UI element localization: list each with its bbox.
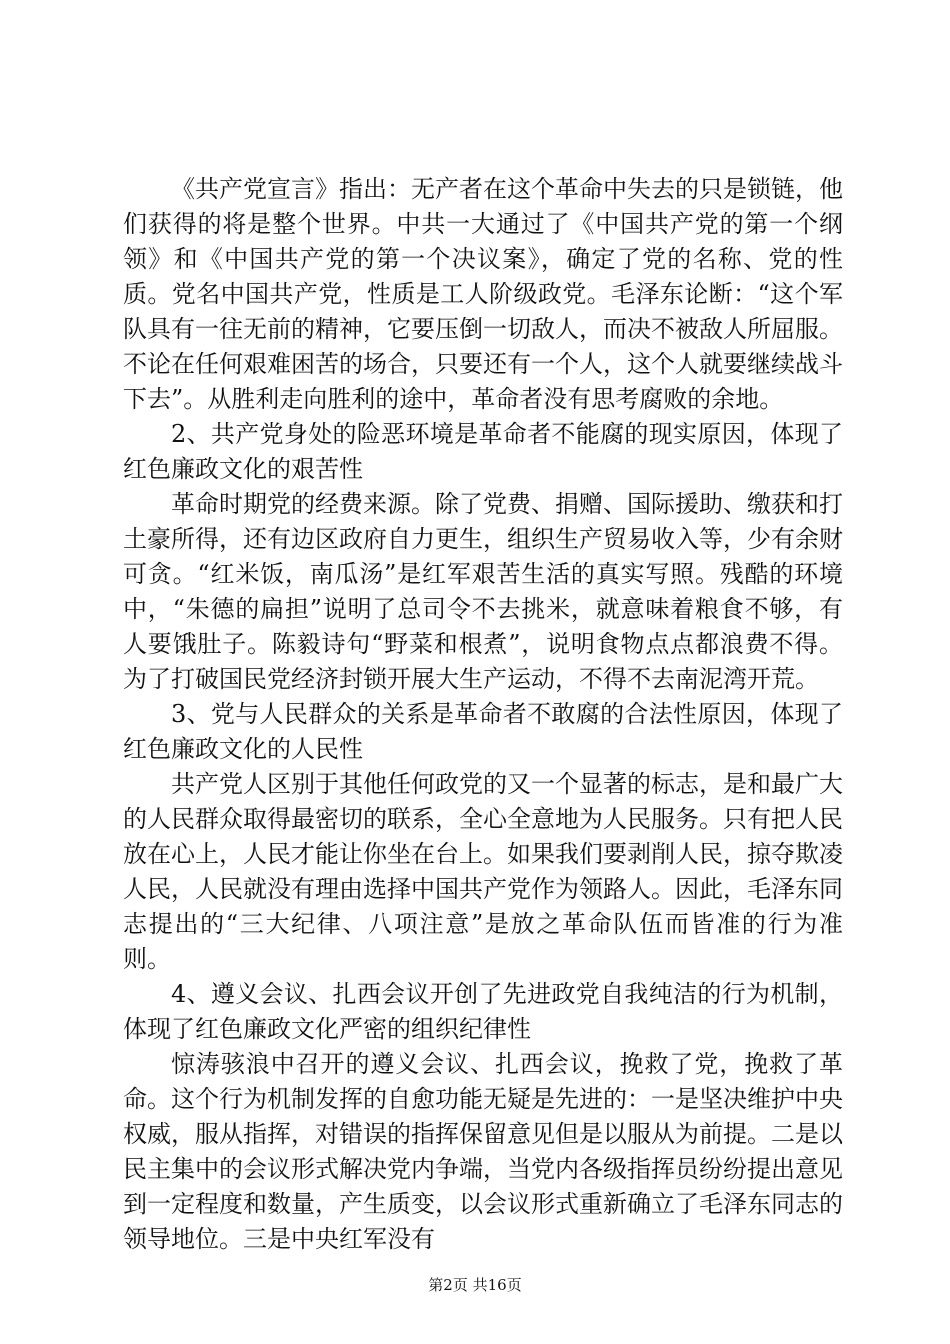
page-footer: 第2页 共16页 (428, 1276, 522, 1294)
section-heading-3: 3、党与人民群众的关系是革命者不敢腐的合法性原因，体现了红色廉政文化的人民性 (123, 700, 843, 763)
section-heading-2: 2、共产党身处的险恶环境是革命者不能腐的现实原因，体现了红色廉政文化的艰苦性 (123, 420, 843, 483)
body-paragraph: 《共产党宣言》指出：无产者在这个革命中失去的只是锁链，他们获得的将是整个世界。中共一大通过了《中国共产党的第一个纲领》和《中国共产党的第一个决议案》，确定了党的名称、党的性质。党名中国共产党，性质是工人阶级政党。毛泽东论断：“这个军队具有一往无前的精神，它要压倒一切敌人，而决不被敌人所屈服。不论在任何艰难困苦的场合，只要还有一个人，这个人就要继续战斗下去”。从胜利走向胜利的途中，革命者没有思考腐败的余地。 (123, 175, 843, 413)
body-paragraph: 惊涛骇浪中召开的遵义会议、扎西会议，挽救了党，挽救了革命。这个行为机制发挥的自愈功能无疑是先进的：一是坚决维护中央权威，服从指挥，对错误的指挥保留意见但是以服从为前提。二是以民主集中的会议形式解决党内争端，当党内各级指挥员纷纷提出意见到一定程度和数量，产生质变，以会议形式重新确立了毛泽东同志的领导地位。三是中央红军没有 (123, 1050, 843, 1253)
body-paragraph: 革命时期党的经费来源。除了党费、捐赠、国际援助、缴获和打土豪所得，还有边区政府自力更生，组织生产贸易收入等，少有余财可贪。“红米饭，南瓜汤”是红军艰苦生活的真实写照。残酷的环境中，“朱德的扁担”说明了总司令不去挑米，就意味着粮食不够，有人要饿肚子。陈毅诗句“野菜和根煮”，说明食物点点都浪费不得。为了打破国民党经济封锁开展大生产运动，不得不去南泥湾开荒。 (123, 490, 843, 693)
body-paragraph: 共产党人区别于其他任何政党的又一个显著的标志，是和最广大的人民群众取得最密切的联系，全心全意地为人民服务。只有把人民放在心上，人民才能让你坐在台上。如果我们要剥削人民，掠夺欺凌人民，人民就没有理由选择中国共产党作为领路人。因此，毛泽东同志提出的“三大纪律、八项注意”是放之革命队伍而皆准的行为准则。 (123, 770, 843, 973)
section-heading-4: 4、遵义会议、扎西会议开创了先进政党自我纯洁的行为机制，体现了红色廉政文化严密的组织纪律性 (123, 980, 843, 1043)
document-body (123, 172, 843, 1257)
